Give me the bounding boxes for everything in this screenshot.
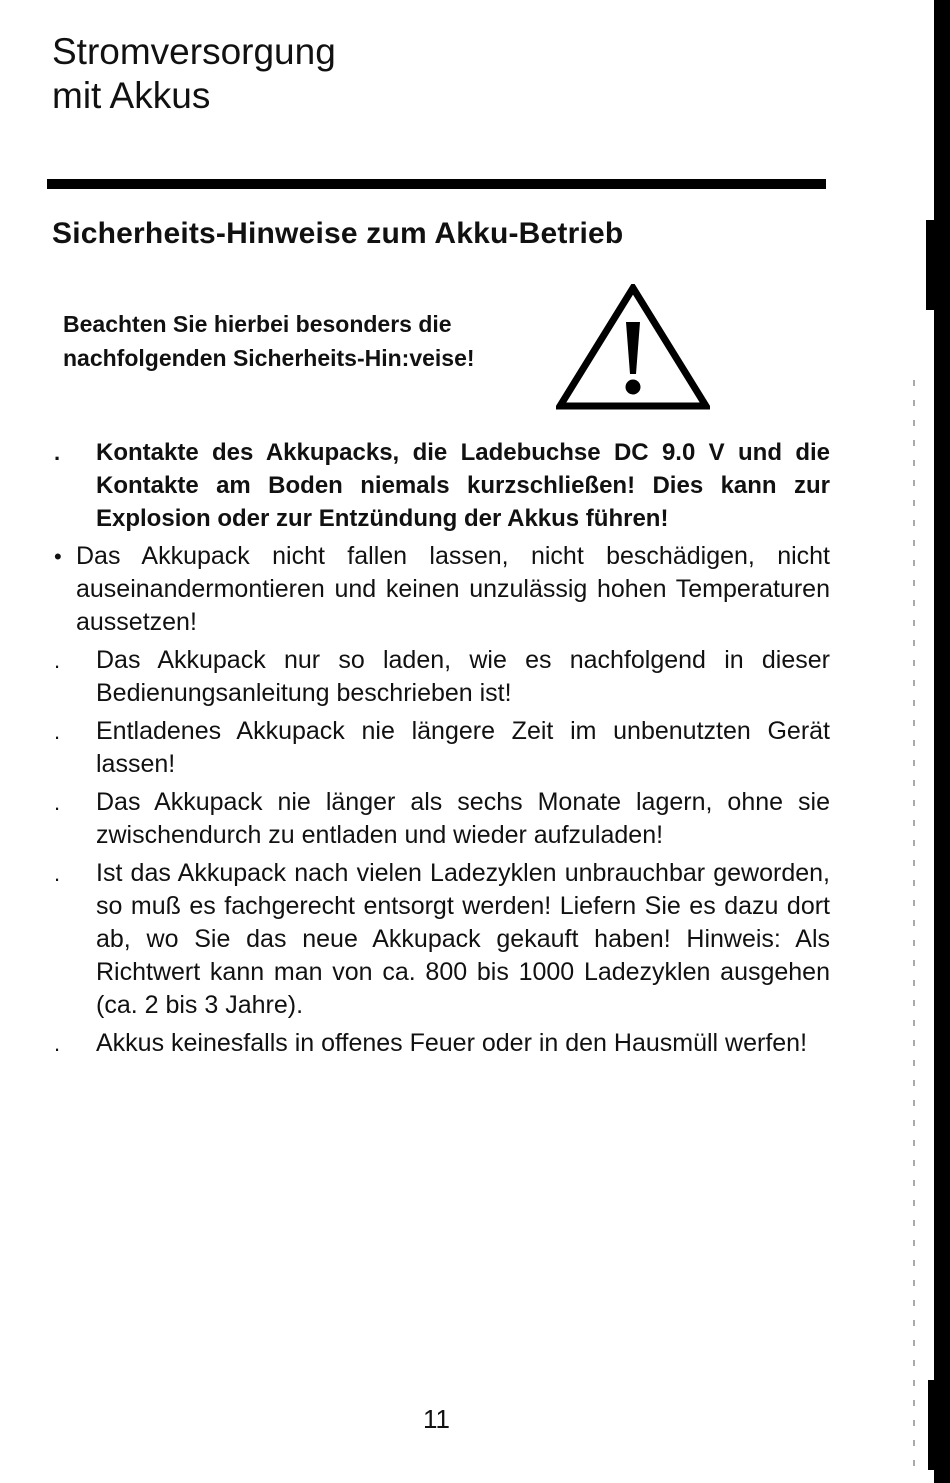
list-item [40,540,830,639]
page-title-line-2: mit Akkus [52,75,211,116]
page-title [52,30,336,118]
bullet-marker: . [54,790,61,815]
list-item [40,436,830,535]
list-item-text: Ist das Akkupack nach vielen Ladezyklen unbrauchbar geworden, so muß es fachgerecht entsorgt werden! Liefern Sie es dazu dort ab, wo Sie das neue Akkupack gekauft haben! Hinweis: Als Richtwert kann man von ca. 800 bis 1000 Ladezyklen ausgehen (ca. 2 bis 3 Jahre). [96,859,830,1019]
list-item-text: Entladenes Akkupack nie längere Zeit im unbenutzten Gerät lassen! [96,717,830,778]
page-title-line-1: Stromversorgung [52,31,336,72]
safety-notice-line-2: nachfolgenden Sicherheits-Hin:veise! [63,345,475,371]
list-item [40,1027,830,1060]
list-item-text: Das Akkupack nicht fallen lassen, nicht beschädigen, nicht auseinandermontieren und keinen unzulässig hohen Temperaturen aussetzen! [76,542,830,636]
safety-instruction-list [40,436,830,1065]
bullet-marker: • [54,544,62,569]
list-item [40,786,830,852]
list-item-text: Kontakte des Akkupacks, die Ladebuchse DC 9.0 V und die Kontakte am Boden niemals kurzschließen! Dies kann zur Explosion oder zur Entzündung der Akkus führen! [96,439,830,532]
bullet-marker: . [54,648,61,673]
safety-notice [63,307,543,375]
bullet-marker: . [54,1031,61,1056]
list-item-text: Akkus keinesfalls in offenes Feuer oder in den Hausmüll werfen! [96,1029,808,1057]
bullet-marker: . [54,440,61,465]
list-item-text: Das Akkupack nur so laden, wie es nachfolgend in dieser Bedienungsanleitung beschrieben ist! [96,646,830,707]
heading-divider [47,179,826,189]
page-number: 11 [423,1404,450,1434]
warning-triangle-icon [556,284,710,410]
list-item [40,715,830,781]
bullet-marker: . [54,861,61,886]
list-item [40,644,830,710]
list-item-text: Das Akkupack nie länger als sechs Monate lagern, ohne sie zwischendurch zu entladen und wieder aufzuladen! [96,788,830,849]
bullet-marker: . [54,719,61,744]
section-heading: Sicherheits-Hinweise zum Akku-Betrieb [52,217,624,250]
scan-edge-shadow [912,0,950,1483]
safety-notice-line-1: Beachten Sie hierbei besonders die [63,311,452,337]
list-item [40,857,830,1022]
